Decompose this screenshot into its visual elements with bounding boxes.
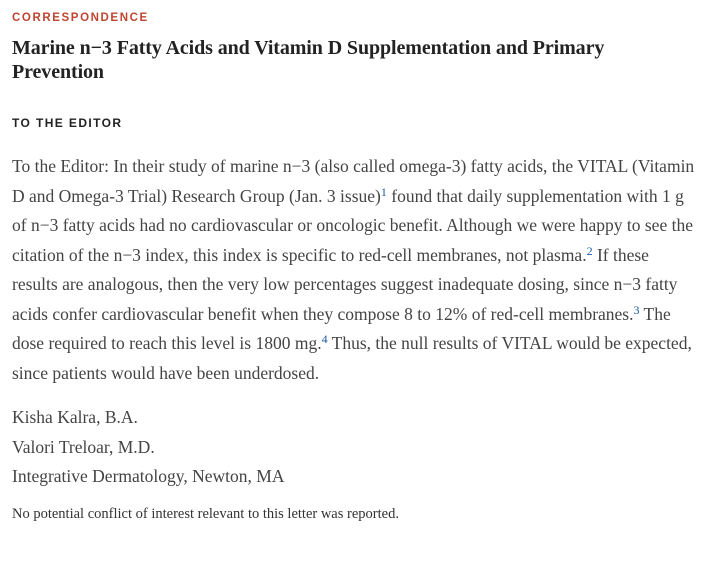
letter-text-3: If these results are analogous, then the very low percentages suggest inadequate dosing, since n−3 fatty acids confer cardiovascular benefit when they compose 8 to 12% of red-cell membranes. xyxy=(12,244,678,324)
author-block xyxy=(12,403,697,492)
reference-link-4[interactable]: 4 xyxy=(321,332,328,346)
disclosure-statement: No potential conflict of interest relevant to this letter was reported. xyxy=(12,505,399,522)
article-title: Marine n−3 Fatty Acids and Vitamin D Supplementation and Primary Prevention xyxy=(12,37,605,83)
reference-link-3[interactable]: 3 xyxy=(633,302,640,317)
kicker-label: CORRESPONDENCE xyxy=(12,12,149,24)
reference-link-1[interactable]: 1 xyxy=(380,184,387,199)
letter-body xyxy=(12,152,697,388)
reference-link-2[interactable]: 2 xyxy=(586,243,593,258)
section-heading: TO THE EDITOR xyxy=(12,116,123,130)
letter-text-5: Thus, the null results of VITAL would be expected, since patients would have been underdosed. xyxy=(12,333,692,383)
author-affiliation: Integrative Dermatology, Newton, MA xyxy=(12,466,285,486)
letter-text-2: found that daily supplementation with 1 g of n−3 fatty acids had no cardiovascular or oncologic benefit. Although we were happy to see the citation of the n−3 index, this index is specific to red-cell membranes, not plasma. xyxy=(12,185,693,265)
author-name: Kisha Kalra, B.A. xyxy=(12,407,138,427)
letter-text-1: To the Editor: In their study of marine n−3 (also called omega-3) fatty acids, the VITAL (Vitamin D and Omega-3 Trial) Research Group (Jan. 3 issue) xyxy=(12,156,695,206)
letter-text-4: The dose required to reach this level is 1800 mg. xyxy=(12,303,671,353)
author-name: Valori Treloar, M.D. xyxy=(12,436,155,457)
article xyxy=(12,10,697,524)
